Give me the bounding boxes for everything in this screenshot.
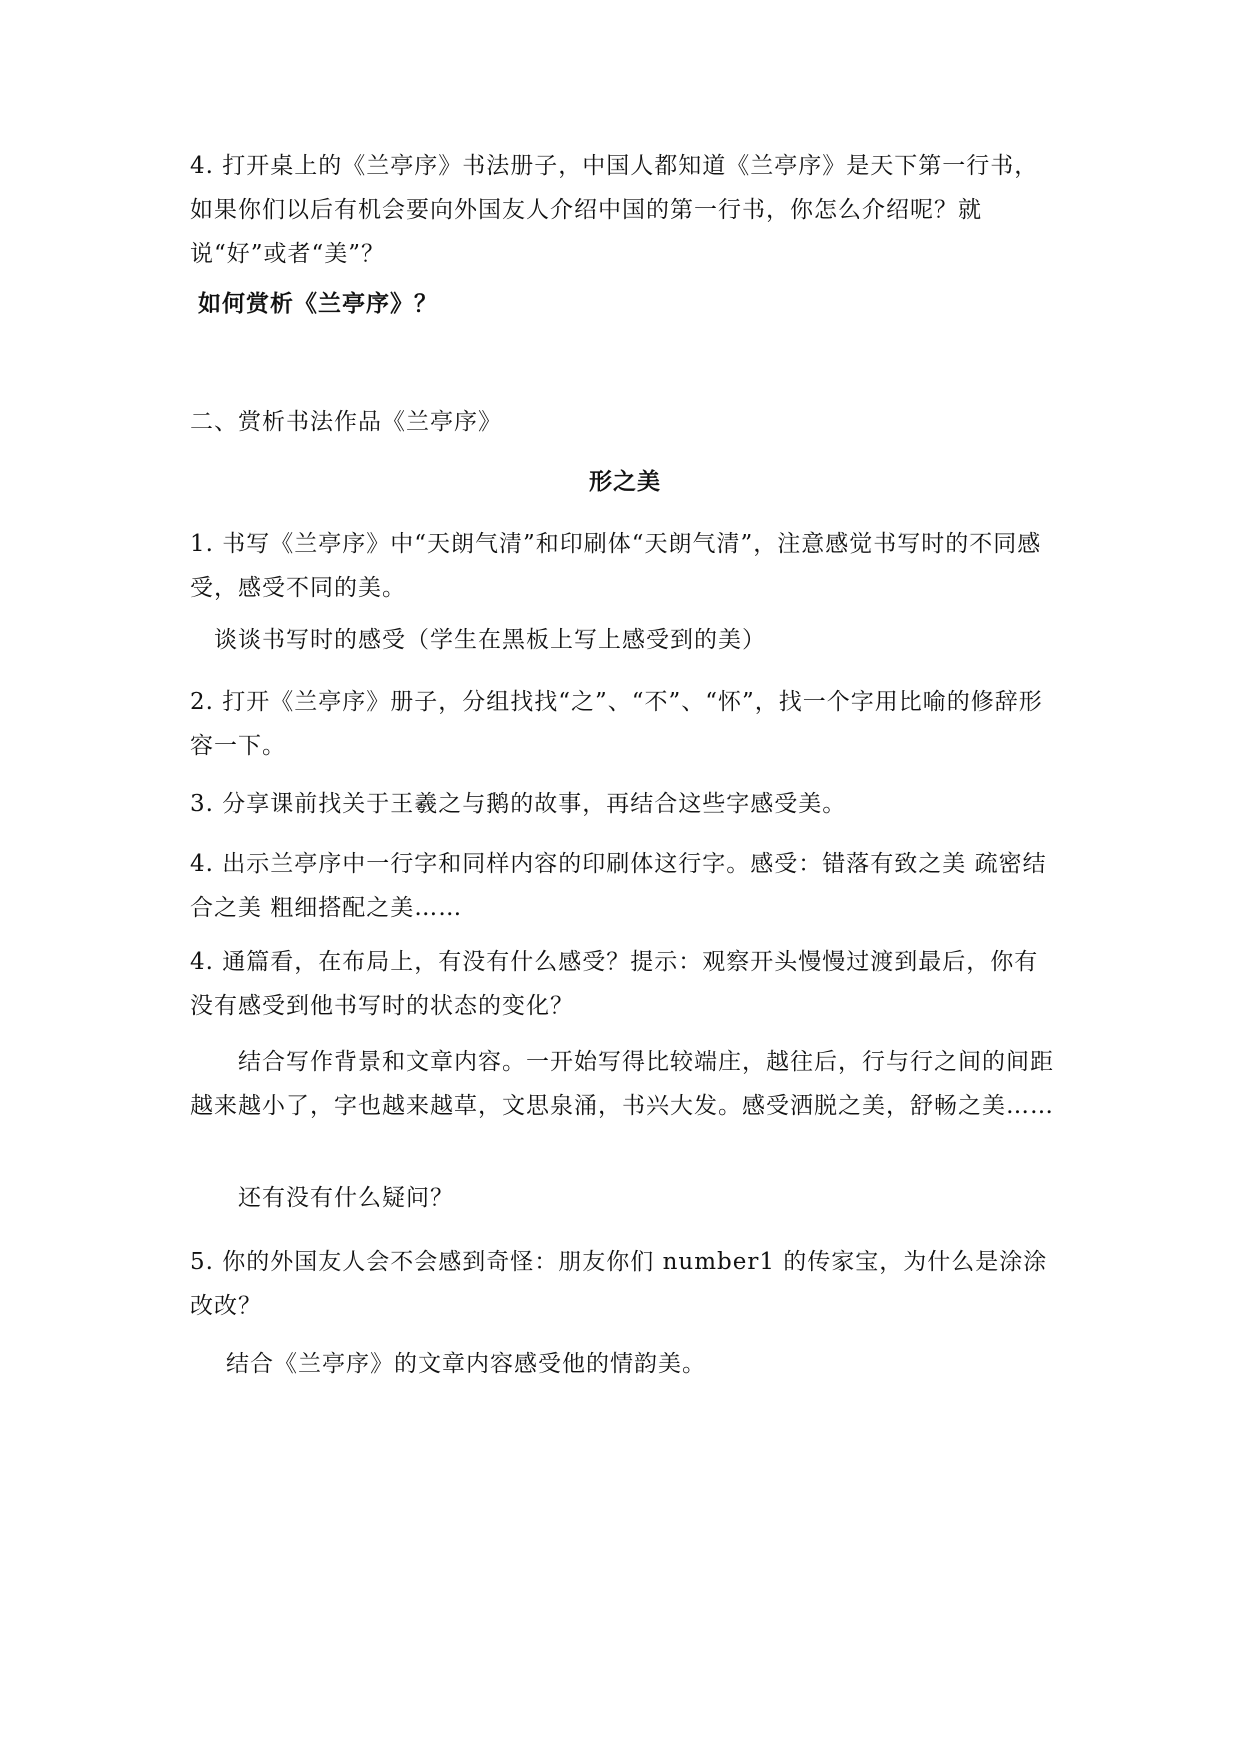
- paragraph-item-4b: 4. 通篇看，在布局上，有没有什么感受？提示：观察开头慢慢过渡到最后，你有没有感受到他书写时的状态的变化？: [190, 949, 1039, 1019]
- paragraph-item-5: 5. 你的外国友人会不会感到奇怪：朋友你们 number1 的传家宝，为什么是涂涂改改？: [190, 1249, 1048, 1319]
- paragraph-item-2: 2. 打开《兰亭序》册子，分组找找“之”、“不”、“怀”，找一个字用比喻的修辞形容一下。: [190, 689, 1043, 759]
- paragraph-item-4a: 4. 出示兰亭序中一行字和同样内容的印刷体这行字。感受：错落有致之美 疏密结合之美 粗细搭配之美……: [190, 851, 1047, 921]
- paragraph-item-4b-note: 结合写作背景和文章内容。一开始写得比较端庄，越往后，行与行之间的间距越来越小了，字也越来越草，文思泉涌，书兴大发。感受洒脱之美，舒畅之美……: [190, 1049, 1054, 1119]
- paragraph-item-3: 3. 分享课前找关于王羲之与鹅的故事，再结合这些字感受美。: [190, 791, 847, 817]
- heading-how-to-appreciate: 如何赏析《兰亭序》？: [198, 291, 438, 317]
- paragraph-item-1: 1. 书写《兰亭序》中“天朗气清”和印刷体“天朗气清”，注意感觉书写时的不同感受，感受不同的美。: [190, 531, 1042, 601]
- paragraph-item-4b-question: 还有没有什么疑问？: [238, 1185, 454, 1211]
- paragraph-item-5-note: 结合《兰亭序》的文章内容感受他的情韵美。: [226, 1351, 706, 1377]
- section-title-two: 二、赏析书法作品《兰亭序》: [190, 409, 502, 435]
- paragraph-item-1-note: 谈谈书写时的感受（学生在黑板上写上感受到的美）: [214, 627, 766, 653]
- heading-beauty-of-form: 形之美: [589, 469, 661, 495]
- paragraph-question-4-intro: 4. 打开桌上的《兰亭序》书法册子，中国人都知道《兰亭序》是天下第一行书，如果你们以后有机会要向外国友人介绍中国的第一行书，你怎么介绍呢？就说“好”或者“美”？: [190, 153, 1039, 267]
